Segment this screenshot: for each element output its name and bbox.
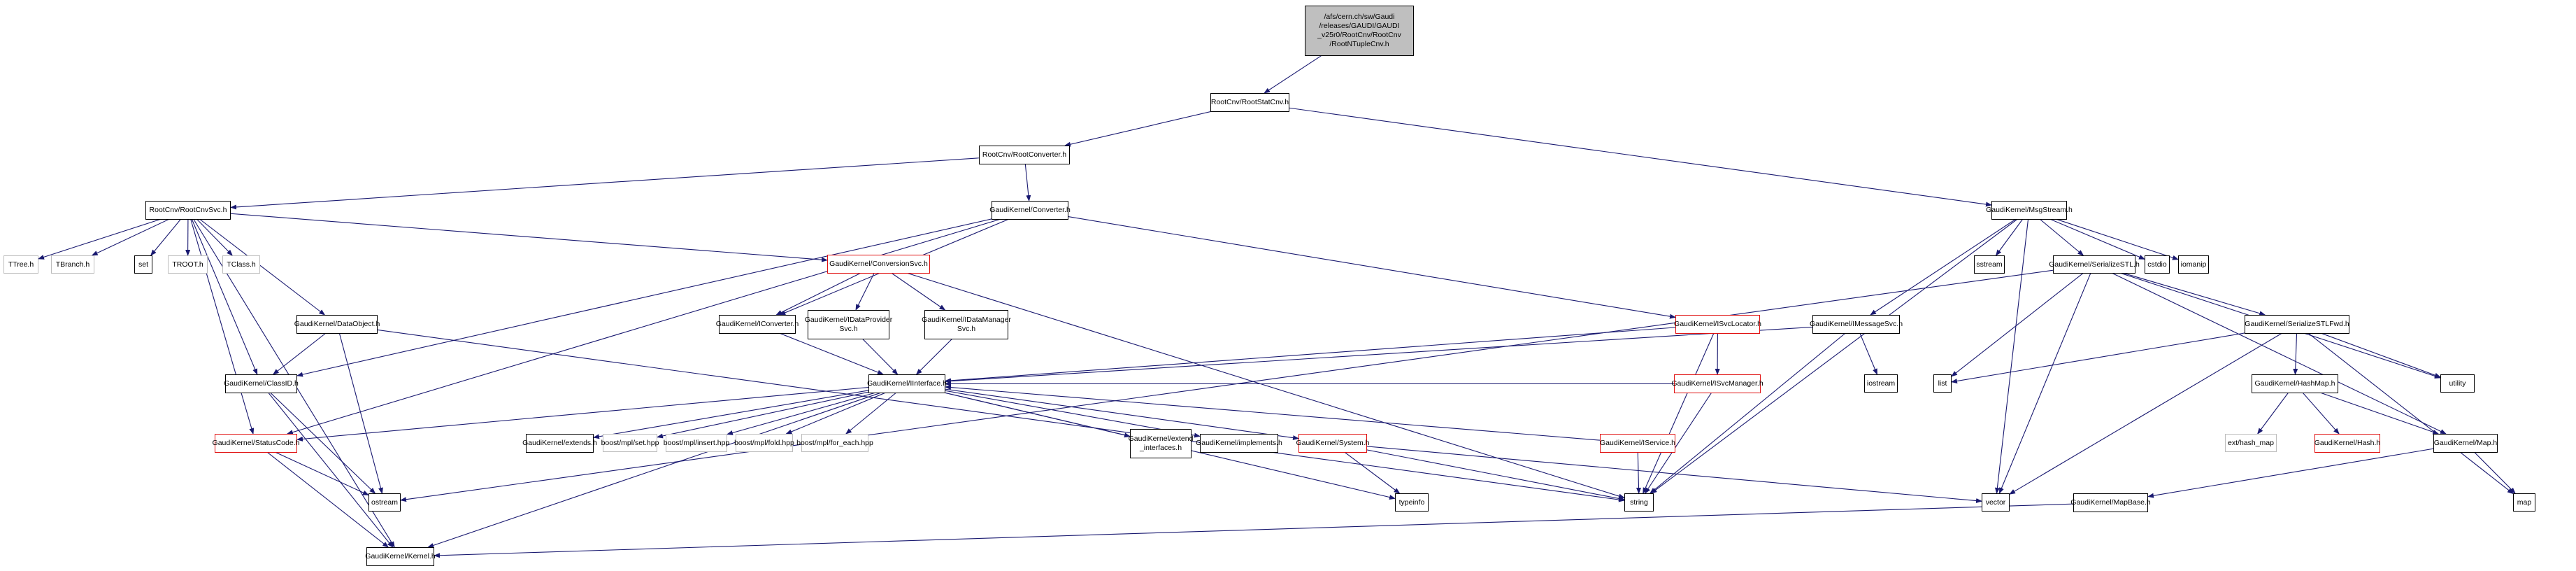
- node-hash[interactable]: [2314, 434, 2380, 453]
- node-implements[interactable]: [1196, 434, 1282, 453]
- node-label: /afs/cern.ch/sw/Gaudi: [1324, 13, 1395, 21]
- edge-gmap-to-mapbase: [2148, 444, 2466, 497]
- node-iostream[interactable]: [1864, 374, 1898, 393]
- node-conversionsvc[interactable]: [827, 255, 930, 274]
- node-label: GaudiKernel/IMessageSvc.h: [1809, 320, 1903, 328]
- node-ostream[interactable]: [368, 493, 401, 512]
- node-tbranch[interactable]: [51, 255, 94, 274]
- node-isvclocator[interactable]: [1675, 315, 1760, 334]
- node-iomanip[interactable]: [2178, 255, 2209, 274]
- node-converter[interactable]: [989, 201, 1071, 220]
- node-label: boost/mpl/set.hpp: [601, 438, 659, 447]
- node-label: GaudiKernel/StatusCode.h: [212, 439, 300, 447]
- edge-msgstream-to-vector: [1996, 211, 2029, 494]
- edge-converter-to-isvclocator: [1030, 211, 1675, 318]
- node-vector[interactable]: [1982, 493, 2010, 512]
- node-label: GaudiKernel/IInterface.h: [867, 379, 947, 388]
- node-label: list: [1938, 379, 1947, 388]
- node-kernel[interactable]: [366, 547, 434, 566]
- node-label: utility: [2449, 379, 2466, 388]
- edge-iinterface-to-extends: [594, 384, 907, 438]
- node-msgstream[interactable]: [1986, 201, 2073, 220]
- node-label: boost/mpl/fold.hpp: [734, 438, 794, 447]
- node-label: GaudiKernel/Converter.h: [989, 206, 1071, 214]
- node-isvcmanager[interactable]: [1671, 374, 1763, 393]
- node-label: GaudiKernel/IService.h: [1600, 439, 1675, 447]
- node-label: RootCnv/RootStatCnv.h: [1210, 98, 1289, 106]
- node-gmap[interactable]: [2433, 434, 2498, 453]
- node-label: /releases/GAUDI/GAUDI: [1319, 22, 1400, 30]
- node-label: GaudiKernel/ConversionSvc.h: [829, 260, 928, 268]
- node-label: GaudiKernel/ISvcManager.h: [1671, 379, 1763, 388]
- node-label: GaudiKernel/extends.h: [522, 439, 597, 447]
- node-label: GaudiKernel/ClassID.h: [224, 379, 299, 388]
- node-label: GaudiKernel/DataObject.h: [294, 320, 380, 328]
- node-label: boost/mpl/for_each.hpp: [796, 438, 873, 447]
- edge-rootconv-to-cnvsvc: [231, 155, 1024, 208]
- node-root: [1305, 6, 1414, 56]
- node-label: vector: [1985, 498, 2006, 507]
- node-label: GaudiKernel/ISvcLocator.h: [1674, 320, 1761, 328]
- node-extendifaces[interactable]: [1130, 429, 1192, 458]
- edge-dataobject-to-ostream: [337, 325, 382, 494]
- node-label: RootCnv/RootConverter.h: [982, 150, 1067, 159]
- node-string[interactable]: [1624, 493, 1654, 512]
- node-label: RootCnv/RootCnvSvc.h: [149, 206, 227, 214]
- node-sstream[interactable]: [1974, 255, 2005, 274]
- node-mplfold[interactable]: [736, 434, 793, 452]
- edge-converter-to-statuscode: [287, 211, 1030, 435]
- node-mplinsert[interactable]: [663, 434, 730, 452]
- node-label: GaudiKernel/IConverter.h: [715, 320, 799, 328]
- node-iconverter[interactable]: [715, 315, 799, 334]
- node-tclass[interactable]: [222, 255, 260, 274]
- node-label: GaudiKernel/MsgStream.h: [1986, 206, 2073, 214]
- node-label: string: [1630, 498, 1648, 507]
- edge-cnvsvc-to-conversionsvc: [188, 211, 827, 260]
- node-cstdio[interactable]: [2145, 255, 2170, 274]
- edge-msgstream-to-string: [1651, 211, 2029, 494]
- node-ttree[interactable]: [3, 255, 38, 274]
- edge-cnvsvc-to-classid: [188, 211, 257, 375]
- node-label: GaudiKernel/System.h: [1296, 439, 1370, 447]
- edge-conversionsvc-to-string: [879, 265, 1625, 498]
- node-idataprovider[interactable]: [804, 310, 893, 339]
- node-label: GaudiKernel/HashMap.h: [2254, 379, 2335, 388]
- edge-statcnv-to-msgstream: [1250, 103, 1992, 206]
- node-label: cstdio: [2147, 260, 2167, 269]
- node-mplforeach[interactable]: [796, 434, 873, 452]
- node-mapbase[interactable]: [2070, 493, 2151, 512]
- node-label: TTree.h: [8, 260, 34, 269]
- node-set[interactable]: [134, 255, 152, 274]
- node-label: GaudiKernel/Hash.h: [2314, 439, 2381, 447]
- node-label: iomanip: [2180, 260, 2207, 269]
- node-system[interactable]: [1296, 434, 1370, 453]
- node-serializestl[interactable]: [2049, 255, 2140, 274]
- node-label: iostream: [1866, 379, 1896, 388]
- node-cnvsvc[interactable]: [145, 201, 231, 220]
- node-iinterface[interactable]: [868, 374, 945, 393]
- node-exthashmap[interactable]: [2225, 434, 2277, 452]
- node-label: GaudiKernel/extend: [1128, 435, 1194, 443]
- node-label: map: [2517, 498, 2532, 507]
- node-typeinfo[interactable]: [1395, 493, 1429, 512]
- node-label: typeinfo: [1398, 498, 1425, 507]
- node-label: sstream: [1976, 260, 2003, 269]
- node-troot[interactable]: [168, 255, 208, 274]
- node-statcnv[interactable]: [1210, 93, 1289, 112]
- node-rootconv[interactable]: [979, 146, 1070, 164]
- edge-iinterface-to-statuscode: [297, 384, 907, 440]
- node-label: GaudiKernel/implements.h: [1196, 439, 1282, 447]
- node-label: _interfaces.h: [1139, 444, 1182, 452]
- node-list[interactable]: [1933, 374, 1952, 393]
- node-hashmap[interactable]: [2252, 374, 2338, 393]
- node-classid[interactable]: [225, 374, 297, 393]
- node-label: ext/hash_map: [2228, 438, 2274, 447]
- node-label: GaudiKernel/SerializeSTLFwd.h: [2245, 320, 2349, 328]
- node-label: boost/mpl/insert.hpp: [663, 438, 730, 447]
- edge-serializestl-to-ostream: [401, 265, 2094, 500]
- node-idatamanager[interactable]: [922, 310, 1011, 339]
- edge-iinterface-to-kernel: [428, 384, 907, 548]
- node-stdmap[interactable]: [2513, 493, 2535, 512]
- node-label: GaudiKernel/IDataProvider: [804, 316, 893, 324]
- node-statuscode[interactable]: [212, 434, 300, 453]
- edge-serializestlfwd-to-vector: [2010, 325, 2297, 495]
- node-label: Svc.h: [957, 325, 976, 333]
- node-extends[interactable]: [522, 434, 597, 453]
- node-label: GaudiKernel/SerializeSTL.h: [2049, 260, 2140, 269]
- edge-imessagesvc-to-string: [1650, 325, 1856, 494]
- node-imessagesvc[interactable]: [1809, 315, 1903, 334]
- node-label: GaudiKernel/Kernel.h: [365, 552, 436, 561]
- node-label: /RootNTupleCnv.h: [1329, 40, 1389, 48]
- node-utility[interactable]: [2440, 374, 2475, 393]
- node-iservice[interactable]: [1600, 434, 1675, 453]
- node-label: GaudiKernel/IDataManager: [922, 316, 1011, 324]
- node-label: GaudiKernel/MapBase.h: [2070, 498, 2151, 507]
- node-dataobject[interactable]: [296, 315, 378, 334]
- node-mplset[interactable]: [603, 434, 657, 452]
- node-serializestlfwd[interactable]: [2245, 315, 2349, 334]
- node-label: Svc.h: [839, 325, 858, 333]
- edge-isvclocator-to-string: [1643, 325, 1718, 494]
- node-label: _v25r0/RootCnv/RootCnv: [1317, 31, 1401, 39]
- node-label: set: [138, 260, 148, 269]
- edge-serializestl-to-vector: [1999, 265, 2094, 493]
- edge-msgstream-to-imessagesvc: [1870, 211, 2029, 316]
- node-label: TClass.h: [227, 260, 256, 269]
- edge-mapbase-to-kernel: [434, 503, 2111, 556]
- node-label: TBranch.h: [55, 260, 90, 269]
- edge-serializestlfwd-to-stdmap: [2297, 325, 2513, 494]
- node-label: ostream: [371, 498, 398, 507]
- edge-iservice-to-iinterface: [945, 387, 1638, 444]
- node-label: GaudiKernel/Map.h: [2433, 439, 2498, 447]
- node-label: TROOT.h: [172, 260, 203, 269]
